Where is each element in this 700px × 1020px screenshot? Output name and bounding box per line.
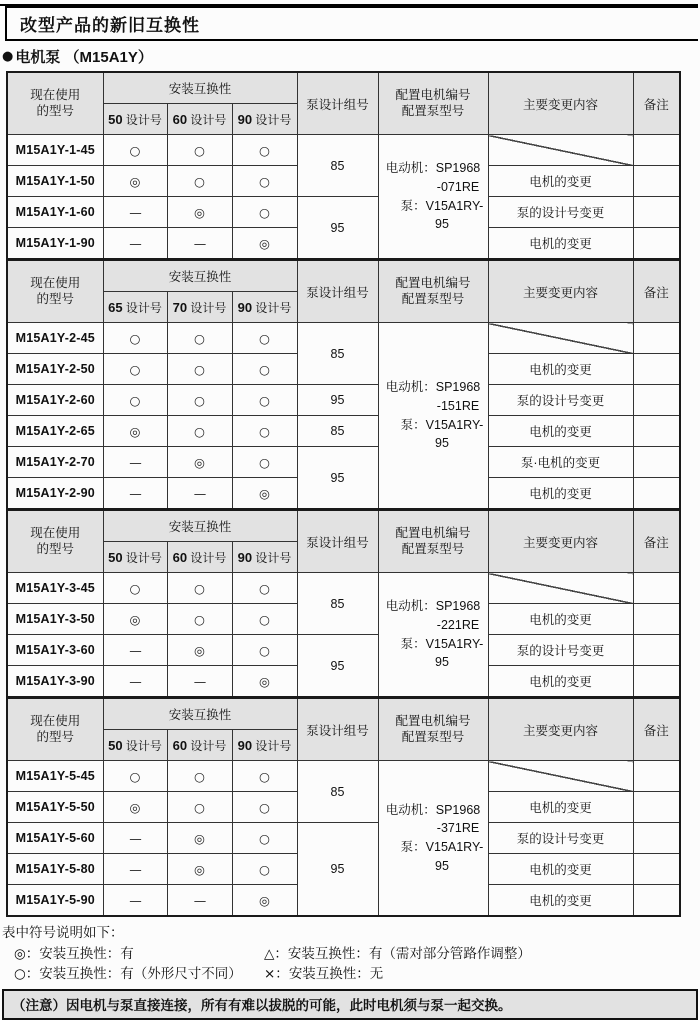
header-design-90: [232, 542, 297, 573]
design-suffix: 设计号: [252, 112, 292, 127]
dash-symbol: —: [103, 635, 167, 666]
model-cell: M15A1Y-2-50: [7, 354, 103, 385]
text-line: 配置泵型号: [401, 103, 465, 118]
text-line: 配置电机编号: [395, 525, 471, 540]
design-number: 50: [108, 549, 123, 565]
table-row: [7, 823, 680, 854]
header-current-model: [7, 698, 103, 761]
change-cell: 电机的变更: [488, 666, 633, 698]
legend-text: 安装互换性：无: [288, 966, 384, 981]
circle-symbol: ○: [103, 385, 167, 416]
design-suffix: 设计号: [122, 550, 162, 565]
model-cell: M15A1Y-5-50: [7, 792, 103, 823]
table-head: [7, 260, 680, 323]
motor-pump-config-cell: [378, 135, 488, 260]
text-line: 泵：V15A1RY-95: [400, 198, 484, 232]
design-number: 60: [172, 737, 188, 753]
dash-symbol: —: [167, 666, 232, 698]
design-number: 90: [237, 549, 253, 565]
double-circle-symbol: ◎: [103, 416, 167, 447]
dash-symbol: —: [103, 478, 167, 510]
circle-symbol: ○: [232, 854, 297, 885]
design-number: 90: [237, 111, 253, 127]
circle-symbol: ○: [167, 354, 232, 385]
design-suffix: 设计号: [187, 550, 227, 565]
section-header: [2, 46, 700, 67]
double-circle-symbol: ◎: [232, 228, 297, 260]
design-suffix: 设计号: [252, 300, 292, 315]
header-design-50: [103, 104, 167, 135]
remark-cell: [633, 885, 680, 917]
legend-text: 安装互换性：有: [39, 946, 134, 961]
double-circle-symbol: ◎: [167, 823, 232, 854]
double-circle-symbol: ◎: [232, 885, 297, 917]
table-body: [7, 135, 680, 260]
header-config: [378, 510, 488, 573]
legend-item-circle: [14, 964, 264, 984]
document-page: [0, 4, 700, 1013]
design-suffix: 设计号: [122, 738, 162, 753]
header-install-compat: 安装互换性: [103, 260, 297, 292]
header-design-60: [167, 104, 232, 135]
header-install-compat: 安装互换性: [103, 72, 297, 104]
diagonal-cell: [488, 761, 633, 792]
table-body: [7, 323, 680, 510]
remark-cell: [633, 228, 680, 260]
circle-icon: ○：: [14, 966, 40, 982]
header-remark: 备注: [633, 698, 680, 761]
dash-symbol: —: [103, 447, 167, 478]
legend-grid: [14, 944, 700, 984]
remark-cell: [633, 197, 680, 228]
model-cell: M15A1Y-2-90: [7, 478, 103, 510]
header-design-60: [167, 730, 232, 761]
bullet-icon: ●: [2, 49, 14, 64]
design-suffix: 设计号: [122, 300, 162, 315]
header-install-compat: 安装互换性: [103, 510, 297, 542]
header-design-70: [167, 292, 232, 323]
table-row: [7, 573, 680, 604]
model-cell: M15A1Y-5-45: [7, 761, 103, 792]
header-remark: 备注: [633, 260, 680, 323]
design-number: 70: [172, 299, 188, 315]
circle-symbol: ○: [232, 354, 297, 385]
text-line: -151RE: [436, 398, 480, 413]
text-line: 配置泵型号: [401, 541, 465, 556]
circle-symbol: ○: [232, 416, 297, 447]
design-number: 90: [237, 299, 253, 315]
remark-cell: [633, 354, 680, 385]
circle-symbol: ○: [167, 792, 232, 823]
design-number: 60: [172, 549, 188, 565]
header-main-changes: 主要变更内容: [488, 698, 633, 761]
motor-pump-config-cell: [378, 573, 488, 698]
table-head: [7, 698, 680, 761]
text-line: 的型号: [36, 729, 74, 744]
motor-pump-config-cell: [378, 761, 488, 917]
design-number: 50: [108, 111, 123, 127]
double-circle-symbol: ◎: [103, 166, 167, 197]
remark-cell: [633, 447, 680, 478]
diagonal-cell: [488, 135, 633, 166]
text-line: -371RE: [436, 821, 480, 836]
circle-symbol: ○: [232, 573, 297, 604]
dash-symbol: —: [167, 228, 232, 260]
text-line: 泵：V15A1RY-95: [400, 417, 484, 451]
text-line: 配置电机编号: [395, 87, 471, 102]
circle-symbol: ○: [232, 823, 297, 854]
header-design-65: [103, 292, 167, 323]
text-line: 现在使用: [30, 525, 81, 540]
pump-group-cell: 95: [297, 447, 378, 510]
remark-cell: [633, 166, 680, 197]
notice-bar: （注意）因电机与泵直接连接，所有有难以拔脱的可能，此时电机须与泵一起交换。: [2, 989, 698, 1020]
change-cell: 泵的设计号变更: [488, 823, 633, 854]
remark-cell: [633, 385, 680, 416]
text-line: 的型号: [36, 103, 74, 118]
header-design-90: [232, 104, 297, 135]
double-circle-symbol: ◎: [167, 447, 232, 478]
model-cell: M15A1Y-5-60: [7, 823, 103, 854]
table-row: [7, 635, 680, 666]
circle-symbol: ○: [103, 761, 167, 792]
design-suffix: 设计号: [187, 300, 227, 315]
model-cell: M15A1Y-2-70: [7, 447, 103, 478]
dash-symbol: —: [167, 885, 232, 917]
dash-symbol: —: [103, 666, 167, 698]
legend-text: 安装互换性：有（外形尺寸不同）: [39, 966, 242, 981]
header-current-model: [7, 72, 103, 135]
circle-symbol: ○: [167, 761, 232, 792]
change-cell: 电机的变更: [488, 416, 633, 447]
model-cell: M15A1Y-1-60: [7, 197, 103, 228]
model-cell: M15A1Y-1-45: [7, 135, 103, 166]
double-circle-symbol: ◎: [232, 666, 297, 698]
model-cell: M15A1Y-1-50: [7, 166, 103, 197]
change-cell: 电机的变更: [488, 228, 633, 260]
change-cell: 电机的变更: [488, 885, 633, 917]
design-suffix: 设计号: [187, 738, 227, 753]
legend-item-triangle: [264, 944, 700, 964]
header-config: [378, 698, 488, 761]
change-cell: 电机的变更: [488, 792, 633, 823]
remark-cell: [633, 761, 680, 792]
table-row: [7, 447, 680, 478]
circle-symbol: ○: [103, 323, 167, 354]
dash-symbol: —: [103, 854, 167, 885]
header-row-top: [7, 72, 680, 104]
circle-symbol: ○: [167, 416, 232, 447]
legend-intro: 表中符号说明如下：: [2, 925, 124, 940]
circle-symbol: ○: [167, 573, 232, 604]
header-design-90: [232, 730, 297, 761]
section-table-1: [6, 71, 681, 260]
motor-pump-config-cell: [378, 323, 488, 510]
circle-symbol: ○: [232, 323, 297, 354]
pump-group-cell: 85: [297, 416, 378, 447]
model-cell: M15A1Y-2-65: [7, 416, 103, 447]
model-cell: M15A1Y-5-90: [7, 885, 103, 917]
remark-cell: [633, 854, 680, 885]
dash-symbol: —: [103, 823, 167, 854]
header-main-changes: 主要变更内容: [488, 260, 633, 323]
remark-cell: [633, 135, 680, 166]
table-row: [7, 197, 680, 228]
change-cell: 电机的变更: [488, 854, 633, 885]
model-cell: M15A1Y-3-50: [7, 604, 103, 635]
header-design-60: [167, 542, 232, 573]
change-cell: 泵的设计号变更: [488, 385, 633, 416]
design-suffix: 设计号: [252, 738, 292, 753]
header-pump-design-group: 泵设计组号: [297, 698, 378, 761]
remark-cell: [633, 635, 680, 666]
dash-symbol: —: [103, 885, 167, 917]
circle-symbol: ○: [232, 166, 297, 197]
pump-group-cell: 85: [297, 573, 378, 635]
section-table-4: [6, 697, 681, 917]
text-line: -071RE: [436, 179, 480, 194]
change-cell: 泵·电机的变更: [488, 447, 633, 478]
header-config: [378, 260, 488, 323]
text-line: 泵：V15A1RY-95: [400, 840, 484, 873]
circle-symbol: ○: [167, 604, 232, 635]
remark-cell: [633, 478, 680, 510]
dash-symbol: —: [103, 197, 167, 228]
table-row: [7, 323, 680, 354]
circle-symbol: ○: [167, 166, 232, 197]
header-design-50: [103, 730, 167, 761]
change-cell: 电机的变更: [488, 478, 633, 510]
model-cell: M15A1Y-1-90: [7, 228, 103, 260]
circle-symbol: ○: [167, 323, 232, 354]
change-cell: 泵的设计号变更: [488, 197, 633, 228]
circle-symbol: ○: [103, 573, 167, 604]
model-cell: M15A1Y-2-45: [7, 323, 103, 354]
remark-cell: [633, 823, 680, 854]
text-line: 配置电机编号: [395, 713, 471, 728]
double-circle-symbol: ◎: [167, 854, 232, 885]
section-title: 电机泵 （M15A1Y）: [15, 49, 153, 66]
title-block: [5, 4, 698, 41]
symbol-legend: [2, 924, 700, 984]
header-main-changes: 主要变更内容: [488, 510, 633, 573]
table-head: [7, 72, 680, 135]
header-row-top: [7, 698, 680, 730]
design-number: 60: [172, 111, 188, 127]
model-cell: M15A1Y-3-60: [7, 635, 103, 666]
double-circle-symbol: ◎: [103, 604, 167, 635]
remark-cell: [633, 666, 680, 698]
model-cell: M15A1Y-5-80: [7, 854, 103, 885]
text-line: 电动机：SP1968: [385, 161, 481, 175]
circle-symbol: ○: [232, 385, 297, 416]
section-table-3: [6, 509, 681, 698]
table-row: [7, 416, 680, 447]
pump-group-cell: 95: [297, 823, 378, 917]
pump-group-cell: 95: [297, 635, 378, 698]
design-number: 90: [237, 737, 253, 753]
header-remark: 备注: [633, 510, 680, 573]
header-remark: 备注: [633, 72, 680, 135]
text-line: 现在使用: [30, 275, 81, 290]
header-current-model: [7, 510, 103, 573]
change-cell: 泵的设计号变更: [488, 635, 633, 666]
circle-symbol: ○: [167, 385, 232, 416]
pump-group-cell: 85: [297, 761, 378, 823]
text-line: 配置电机编号: [395, 275, 471, 290]
table-body: [7, 573, 680, 698]
triangle-icon: △：: [264, 946, 288, 962]
circle-symbol: ○: [232, 792, 297, 823]
change-cell: 电机的变更: [488, 604, 633, 635]
model-cell: M15A1Y-3-90: [7, 666, 103, 698]
text-line: -221RE: [436, 617, 480, 632]
double-circle-symbol: ◎: [103, 792, 167, 823]
diagonal-cell: [488, 323, 633, 354]
model-cell: M15A1Y-2-60: [7, 385, 103, 416]
circle-symbol: ○: [167, 135, 232, 166]
circle-symbol: ○: [232, 635, 297, 666]
header-row-top: [7, 260, 680, 292]
design-number: 50: [108, 737, 123, 753]
circle-symbol: ○: [232, 197, 297, 228]
remark-cell: [633, 416, 680, 447]
remark-cell: [633, 792, 680, 823]
header-main-changes: 主要变更内容: [488, 72, 633, 135]
pump-group-cell: 85: [297, 135, 378, 197]
top-edge-line: [0, 4, 477, 6]
table-row: [7, 385, 680, 416]
change-cell: 电机的变更: [488, 166, 633, 197]
text-line: 的型号: [36, 541, 74, 556]
circle-symbol: ○: [232, 604, 297, 635]
design-suffix: 设计号: [187, 112, 227, 127]
circle-symbol: ○: [232, 135, 297, 166]
cross-icon: ×：: [264, 966, 289, 982]
header-config: [378, 72, 488, 135]
diagonal-cell: [488, 573, 633, 604]
double-circle-symbol: ◎: [232, 478, 297, 510]
circle-symbol: ○: [103, 354, 167, 385]
table-row: [7, 761, 680, 792]
table-body: [7, 761, 680, 917]
double-circle-icon: ◎：: [14, 946, 40, 962]
design-suffix: 设计号: [252, 550, 292, 565]
legend-item-double-circle: [14, 944, 264, 964]
circle-symbol: ○: [103, 135, 167, 166]
double-circle-symbol: ◎: [167, 197, 232, 228]
text-line: 电动机：SP1968: [385, 599, 481, 613]
text-line: 配置泵型号: [401, 291, 465, 306]
header-row-top: [7, 510, 680, 542]
design-number: 65: [108, 299, 123, 315]
dash-symbol: —: [167, 478, 232, 510]
remark-cell: [633, 604, 680, 635]
table-head: [7, 510, 680, 573]
header-install-compat: 安装互换性: [103, 698, 297, 730]
circle-symbol: ○: [232, 761, 297, 792]
legend-text: 安装互换性：有（需对部分管路作调整）: [287, 946, 531, 961]
header-pump-design-group: 泵设计组号: [297, 72, 378, 135]
header-design-90: [232, 292, 297, 323]
header-pump-design-group: 泵设计组号: [297, 260, 378, 323]
table-row: [7, 135, 680, 166]
section-table-2: [6, 259, 681, 510]
remark-cell: [633, 323, 680, 354]
header-pump-design-group: 泵设计组号: [297, 510, 378, 573]
text-line: 的型号: [36, 291, 74, 306]
text-line: 电动机：SP1968: [385, 802, 481, 817]
design-suffix: 设计号: [122, 112, 162, 127]
text-line: 泵：V15A1RY-95: [400, 636, 484, 670]
text-line: 现在使用: [30, 87, 81, 102]
model-cell: M15A1Y-3-45: [7, 573, 103, 604]
pump-group-cell: 95: [297, 385, 378, 416]
text-line: 现在使用: [30, 713, 81, 728]
compatibility-tables: [6, 71, 679, 917]
text-line: 配置泵型号: [401, 729, 465, 744]
legend-item-cross: [264, 964, 700, 984]
circle-symbol: ○: [232, 447, 297, 478]
header-current-model: [7, 260, 103, 323]
double-circle-symbol: ◎: [167, 635, 232, 666]
pump-group-cell: 95: [297, 197, 378, 260]
dash-symbol: —: [103, 228, 167, 260]
page-title: 改型产品的新旧互换性: [20, 16, 200, 35]
text-line: 电动机：SP1968: [385, 380, 481, 394]
remark-cell: [633, 573, 680, 604]
pump-group-cell: 85: [297, 323, 378, 385]
change-cell: 电机的变更: [488, 354, 633, 385]
header-design-50: [103, 542, 167, 573]
